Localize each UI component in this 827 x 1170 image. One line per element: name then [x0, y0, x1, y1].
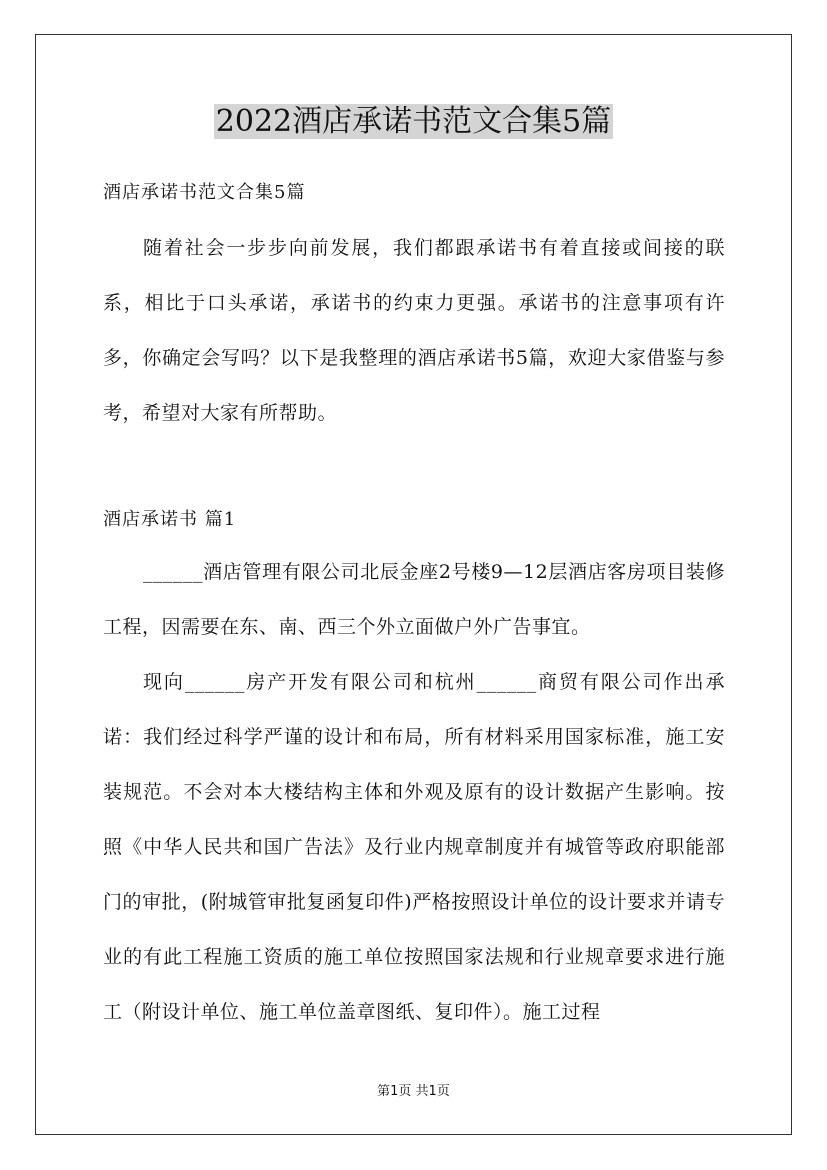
document-subtitle: 酒店承诺书范文合集5篇 — [103, 182, 306, 203]
document-title — [0, 100, 827, 144]
document-title-text: 2022酒店承诺书范文合集5篇 — [215, 104, 612, 139]
page-footer: 第1页 共1页 — [377, 1084, 450, 1099]
body-paragraph-1: ______酒店管理有限公司北辰金座2号楼9—12层酒店客房项目装修工程，因需要在东、南、西三个外立面做户外广告事宜。 — [103, 561, 725, 638]
intro-paragraph: 随着社会一步步向前发展，我们都跟承诺书有着直接或间接的联系，相比于口头承诺，承诺书的约束力更强。承诺书的注意事项有许多，你确定会写吗？以下是我整理的酒店承诺书5篇，欢迎大家借鉴与参考，希望对大家有所帮助。 — [103, 237, 725, 424]
section-heading: 酒店承诺书 篇1 — [103, 509, 237, 530]
body-paragraph-2: 现向______房产开发有限公司和杭州______商贸有限公司作出承诺：我们经过科学严谨的设计和布局，所有材料采用国家标准，施工安装规范。不会对本大楼结构主体和外观及原有的设计数据产生影响。按照《中华人民共和国广告法》及行业内规章制度并有城管等政府职能部门的审批，(附城管审批复函复印件)严格按照设计单位的设计要求并请专业的有此工程施工资质的施工单位按照国家法规和行业规章要求进行施工（附设计单位、施工单位盖章图纸、复印件）。施工过程 — [103, 671, 725, 1023]
